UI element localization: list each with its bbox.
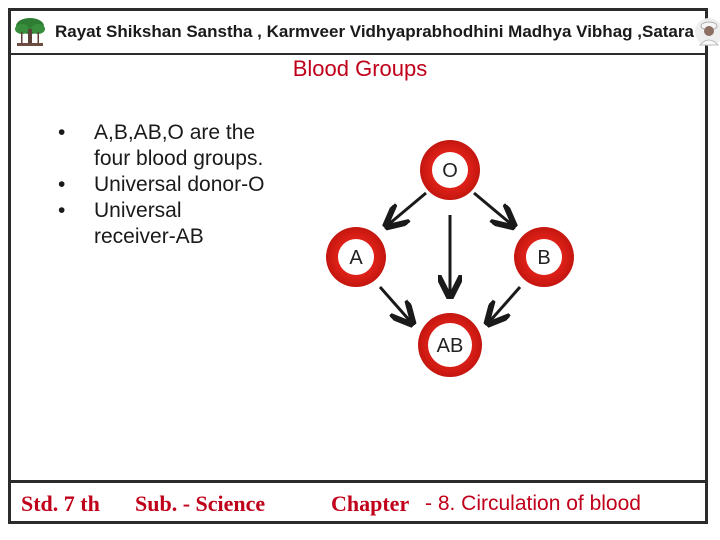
arrow-b-to-ab — [490, 287, 520, 321]
footer-subject: Sub. - Science — [135, 490, 266, 516]
header-title: Rayat Shikshan Sanstha , Karmveer Vidhyaprabhodhini Madhya Vibhag ,Satara — [55, 22, 694, 41]
node-ab — [418, 313, 482, 377]
bullet-item: • A,B,AB,O are the four blood groups. — [58, 120, 268, 172]
node-b-label: B — [537, 247, 551, 269]
blood-group-diagram — [310, 125, 590, 385]
node-a — [326, 227, 386, 287]
bullet-item: • Universal receiver-AB — [58, 198, 268, 250]
arrow-o-to-a — [389, 193, 426, 224]
header-bar — [11, 11, 705, 55]
founder-portrait-icon — [694, 17, 720, 47]
slide-title: Blood Groups — [292, 56, 428, 81]
banyan-tree-logo-icon — [13, 14, 47, 50]
node-o-label: O — [442, 160, 458, 182]
footer-bar — [11, 480, 705, 524]
arrow-a-to-ab — [380, 287, 410, 321]
footer-standard: Std. 7 th — [21, 490, 100, 516]
node-b — [514, 227, 574, 287]
node-ab-label: AB — [436, 335, 464, 357]
node-a-label: A — [349, 247, 363, 269]
footer-chapter-label: Chapter — [331, 490, 410, 516]
footer-chapter-title: - 8. Circulation of blood — [425, 491, 641, 515]
bullet-item: • Universal donor-O — [58, 172, 268, 198]
bullet-list — [58, 120, 268, 250]
arrow-o-to-b — [474, 193, 511, 224]
node-o — [420, 140, 480, 200]
